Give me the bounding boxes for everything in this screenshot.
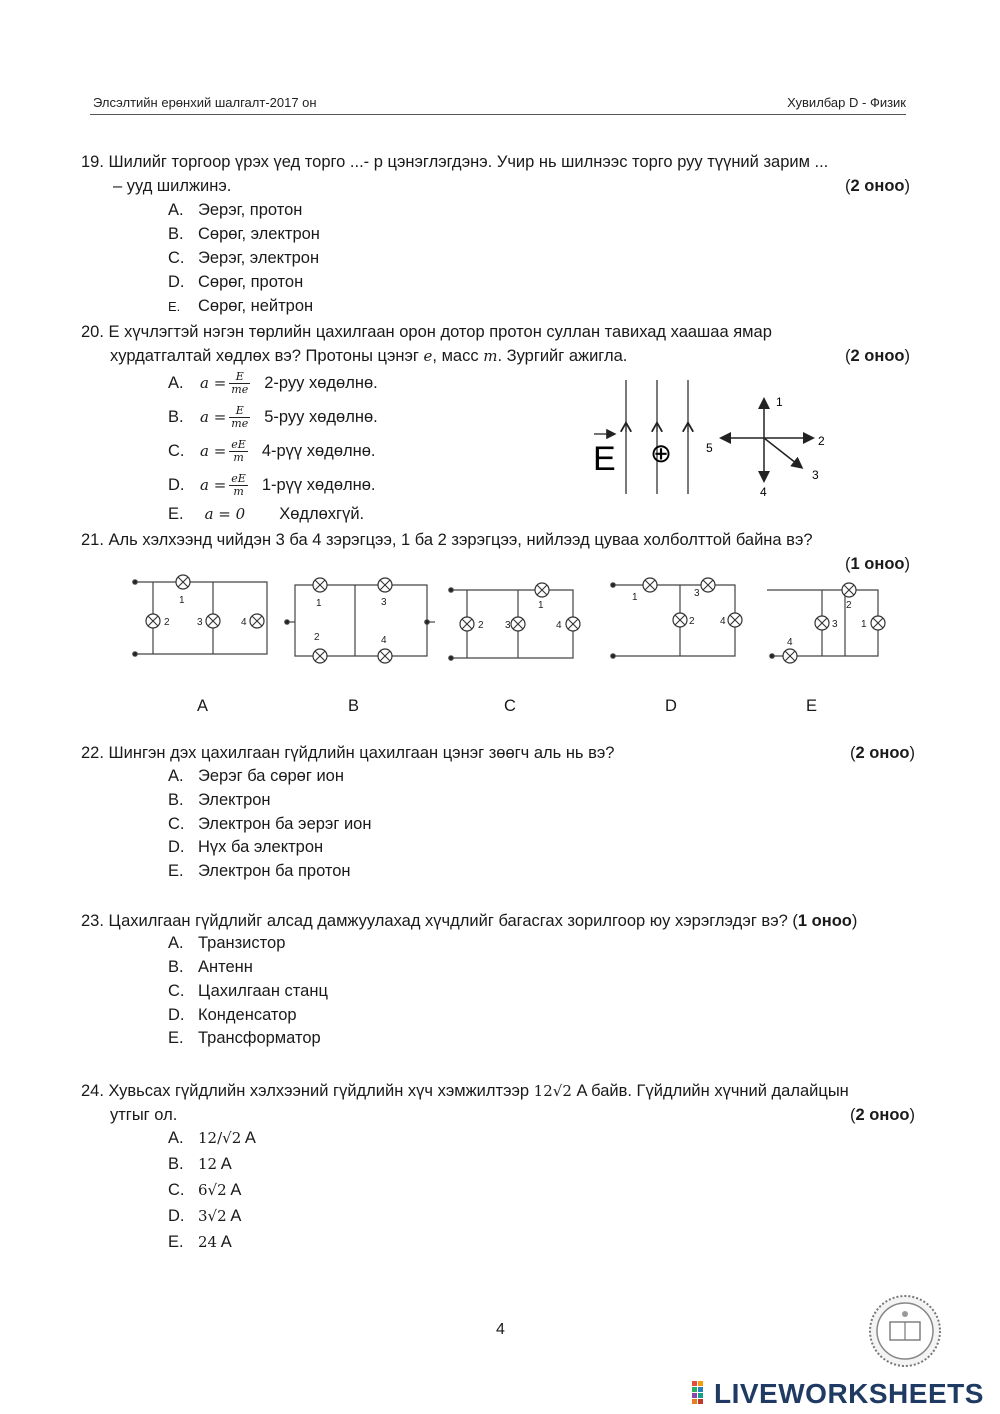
header-left: Элсэлтийн ерөнхий шалгалт-2017 он — [93, 95, 317, 110]
q24-points: (2 оноо) — [850, 1106, 915, 1124]
svg-text:2: 2 — [478, 620, 484, 631]
q21-circuits — [115, 570, 895, 670]
q22-points: (2 оноо) — [850, 744, 915, 762]
q19-points: (2 оноо) — [845, 177, 910, 195]
liveworksheets-logo-icon — [692, 1381, 712, 1407]
circuit-label-b[interactable]: B — [348, 697, 360, 715]
svg-text:2: 2 — [164, 617, 170, 628]
seal-icon — [868, 1294, 942, 1368]
q23-option-e[interactable]: E. Трансформатор — [168, 1029, 321, 1047]
direction-label-3: 3 — [812, 468, 819, 482]
q22-option-c[interactable]: C. Электрон ба эерэг ион — [168, 815, 372, 833]
circuit-lamps — [146, 575, 885, 663]
q20-option-c[interactable]: C. a = $\frac{eE}{m}$ 4-рүү хөдөлнө. — [168, 437, 376, 464]
q19-option-c[interactable]: C. Эерэг, электрон — [168, 249, 320, 267]
svg-text:4: 4 — [381, 635, 387, 646]
q19-line1: 19. Шилийг торгоор үрэх үед торго ...- р цэнэглэгдэнэ. Учир нь шилнээс торго руу түүний зарим ... — [81, 153, 829, 171]
liveworksheets-logo — [692, 1378, 984, 1410]
svg-text:4: 4 — [241, 617, 247, 628]
q20-option-d[interactable]: D. a = $\frac{eE}{m}$ 1-рүү хөдөлнө. — [168, 471, 376, 498]
svg-text:2: 2 — [846, 600, 852, 611]
q22-option-e[interactable]: E. Электрон ба протон — [168, 862, 351, 880]
direction-arrows — [722, 400, 812, 480]
svg-text:2: 2 — [314, 632, 320, 643]
q22-line1: 22. Шингэн дэх цахилгаан гүйдлийн цахилгаан цэнэг зөөгч аль нь вэ? — [81, 744, 615, 762]
q21-line1: 21. Аль хэлхээнд чийдэн 3 ба 4 зэрэгцээ, 1 ба 2 зэрэгцээ, нийлээд цуваа холболттой байна вэ? — [81, 531, 813, 549]
svg-text:4: 4 — [556, 620, 562, 631]
q24-line1: 24. Хувьсах гүйдлийн хэлхээний гүйдлийн хүч хэмжилтээр 12√2 A байв. Гүйдлийн хүчний далайцын — [81, 1082, 849, 1100]
q19-option-e[interactable]: E. Сөрөг, нейтрон — [168, 297, 314, 315]
page-number: 4 — [496, 1321, 505, 1338]
liveworksheets-brand: LIVEWORKSHEETS — [714, 1378, 984, 1409]
q20-field-figure — [580, 372, 860, 502]
direction-label-1: 1 — [776, 395, 783, 409]
svg-text:4: 4 — [720, 616, 726, 627]
q19-line2: – ууд шилжинэ. — [113, 177, 232, 195]
svg-text:1: 1 — [538, 600, 544, 611]
q24-option-e[interactable]: E. 24 A — [168, 1233, 232, 1251]
svg-text:3: 3 — [694, 588, 700, 599]
q20-line1: 20. E хүчлэгтэй нэгэн төрлийн цахилгаан орон дотор протон суллан тавихад хаашаа ямар — [81, 323, 772, 341]
direction-label-4: 4 — [760, 485, 767, 499]
q23-option-c[interactable]: C. Цахилгаан станц — [168, 982, 328, 1000]
circuit-label-c[interactable]: C — [504, 697, 516, 715]
svg-text:3: 3 — [197, 617, 203, 628]
proton-symbol: ⊕ — [650, 438, 672, 468]
q19-option-d[interactable]: D. Сөрөг, протон — [168, 273, 304, 291]
q23-option-a[interactable]: A. Транзистор — [168, 934, 286, 952]
q24-option-b[interactable]: B. 12 A — [168, 1155, 232, 1173]
q23-option-d[interactable]: D. Конденсатор — [168, 1006, 297, 1024]
q22-option-b[interactable]: B. Электрон — [168, 791, 271, 809]
q20-line2: хурдатгалтай хөдлөх вэ? Протоны цэнэг e, масс m. Зургийг ажигла. — [110, 347, 628, 365]
q20-option-b[interactable]: B. a = $\frac{E}{me}$ 5-руу хөдөлнө. — [168, 403, 378, 430]
circuit-label-e[interactable]: E — [806, 697, 818, 715]
svg-text:1: 1 — [632, 592, 638, 603]
q24-option-a[interactable]: A. 12/√2 A — [168, 1129, 256, 1147]
field-vector-label — [593, 434, 616, 478]
svg-text:1: 1 — [861, 619, 867, 630]
header-right: Хувилбар D - Физик — [787, 95, 906, 110]
q19-option-a[interactable]: A. Эерэг, протон — [168, 201, 303, 219]
svg-text:1: 1 — [316, 598, 322, 609]
q20-option-e[interactable]: E. a = 0 Хөдлөхгүй. — [168, 505, 365, 523]
q24-option-d[interactable]: D. 3√2 A — [168, 1207, 242, 1225]
direction-label-2: 2 — [818, 434, 825, 448]
q21-points: (1 оноо) — [845, 555, 910, 573]
q23-line1: 23. Цахилгаан гүйдлийг алсад дамжуулахад хүчдлийг багасгах зорилгоор юу хэрэглэдэг вэ? (1 оноо) — [81, 912, 858, 930]
svg-text:3: 3 — [505, 620, 511, 631]
field-lines — [626, 380, 688, 494]
q24-option-c[interactable]: C. 6√2 A — [168, 1181, 242, 1199]
q20-option-a[interactable]: A. a = $\frac{E}{me}$ 2-руу хөдөлнө. — [168, 369, 378, 396]
svg-text:1: 1 — [179, 595, 185, 606]
q24-line2: утгыг ол. — [110, 1106, 178, 1124]
q23-option-b[interactable]: B. Антенн — [168, 958, 253, 976]
q19-option-b[interactable]: B. Сөрөг, электрон — [168, 225, 320, 243]
q22-option-a[interactable]: A. Эерэг ба сөрөг ион — [168, 767, 344, 785]
svg-text:2: 2 — [689, 616, 695, 627]
header-rule — [90, 114, 906, 115]
circuit-b — [285, 585, 435, 656]
svg-text:3: 3 — [832, 619, 838, 630]
svg-text:E: E — [593, 440, 616, 478]
direction-label-5: 5 — [706, 441, 713, 455]
q22-option-d[interactable]: D. Нүх ба электрон — [168, 838, 324, 856]
circuit-label-d[interactable]: D — [665, 697, 677, 715]
svg-text:4: 4 — [787, 637, 793, 648]
circuit-label-a[interactable]: A — [197, 697, 209, 715]
q20-points: (2 оноо) — [845, 347, 910, 365]
svg-text:3: 3 — [381, 597, 387, 608]
